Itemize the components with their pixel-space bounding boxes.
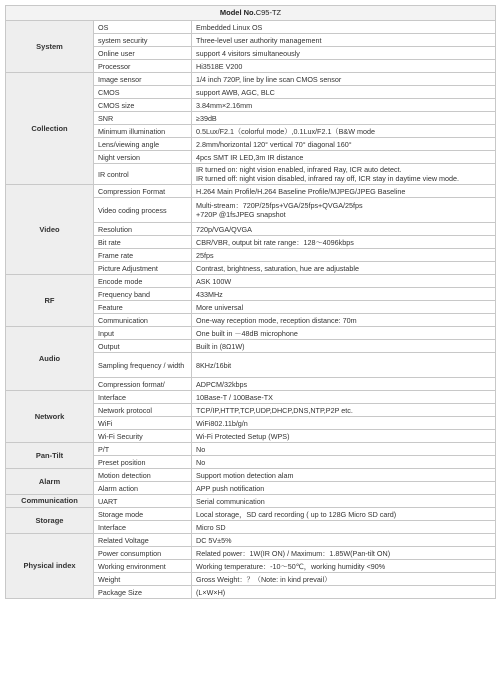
spec-value-line: More universal — [196, 302, 244, 312]
spec-value — [192, 340, 496, 353]
category-cell: Communication — [6, 495, 94, 508]
spec-value — [192, 99, 496, 112]
category-cell: Alarm — [6, 469, 94, 495]
spec-label: Picture Adjustment — [94, 262, 192, 275]
model-header-row — [6, 6, 496, 21]
spec-value-line: Support motion detection alam — [196, 470, 294, 480]
spec-value-line: Wi-Fi Protected Setup (WPS) — [196, 431, 290, 441]
spec-row — [6, 275, 496, 288]
spec-value-line: Serial communication — [196, 496, 265, 506]
spec-row — [6, 495, 496, 508]
spec-value-line: Three-level user authority management — [196, 35, 322, 45]
spec-value — [192, 456, 496, 469]
spec-label: CMOS — [94, 86, 192, 99]
spec-value — [192, 327, 496, 340]
model-number: C95-TZ — [255, 8, 282, 18]
spec-label: Image sensor — [94, 73, 192, 86]
spec-label: Wi-Fi Security — [94, 430, 192, 443]
spec-value-line: ≥39dB — [196, 113, 217, 123]
spec-value — [192, 47, 496, 60]
spec-value-line: +720P @1fsJPEG snapshot — [196, 210, 286, 219]
spec-value — [192, 314, 496, 327]
spec-value-line: 25fps — [196, 250, 214, 260]
spec-value — [192, 249, 496, 262]
spec-label: Related Voltage — [94, 534, 192, 547]
spec-label: Package Size — [94, 586, 192, 599]
category-cell: Storage — [6, 508, 94, 534]
spec-value-line: H.264 Main Profile/H.264 Baseline Profile/MJPEG/JPEG Baseline — [196, 186, 406, 196]
spec-value — [192, 430, 496, 443]
spec-value-line: Multi-stream：720P/25fps+VGA/25fps+QVGA/25fps — [196, 201, 363, 210]
spec-value-line: 4pcs SMT IR LED,3m IR distance — [196, 152, 304, 162]
category-cell: RF — [6, 275, 94, 327]
spec-row — [6, 185, 496, 198]
spec-value-line: Micro SD — [196, 522, 226, 532]
spec-value-line: Hi3518E V200 — [196, 61, 243, 71]
model-label: Model No. — [219, 8, 256, 18]
spec-value — [192, 21, 496, 34]
category-cell: Audio — [6, 327, 94, 391]
spec-label: Motion detection — [94, 469, 192, 482]
category-cell: System — [6, 21, 94, 73]
spec-value — [192, 508, 496, 521]
spec-row — [6, 469, 496, 482]
spec-value — [192, 112, 496, 125]
spec-value — [192, 73, 496, 86]
spec-value-line: TCP/IP,HTTP,TCP,UDP,DHCP,DNS,NTP,P2P etc. — [196, 405, 353, 415]
spec-label: Encode mode — [94, 275, 192, 288]
spec-value-line: 0.5Lux/F2.1（colorful mode）,0.1Lux/F2.1（B&W mode — [196, 126, 375, 136]
category-cell: Physical index — [6, 534, 94, 599]
spec-value-line: Built in (8Ω1W) — [196, 341, 245, 351]
spec-value — [192, 482, 496, 495]
spec-label: Online user — [94, 47, 192, 60]
spec-label: P/T — [94, 443, 192, 456]
spec-label: Frame rate — [94, 249, 192, 262]
spec-value-line: 10Base-T / 100Base-TX — [196, 392, 273, 402]
spec-value — [192, 353, 496, 378]
spec-value — [192, 138, 496, 151]
spec-label: Resolution — [94, 223, 192, 236]
spec-value — [192, 443, 496, 456]
spec-label: OS — [94, 21, 192, 34]
spec-value-line: WiFi802.11b/g/n — [196, 418, 248, 428]
spec-value-line: 8KHz/16bit — [196, 360, 232, 370]
spec-value-line: One-way reception mode, reception distance: 70m — [196, 315, 357, 325]
spec-value — [192, 547, 496, 560]
spec-value-line: support 4 visitors simultaneously — [196, 48, 300, 58]
spec-value-line: Embedded Linux OS — [196, 22, 263, 32]
spec-label: Feature — [94, 301, 192, 314]
spec-label: Weight — [94, 573, 192, 586]
spec-value-line: One built in －48dB microphone — [196, 328, 298, 338]
spec-label: Input — [94, 327, 192, 340]
spec-value-line: IR turned on: night vision enabled, infrared Ray, ICR auto detect. — [196, 165, 402, 174]
spec-label: Network protocol — [94, 404, 192, 417]
spec-label: Power consumption — [94, 547, 192, 560]
spec-value-line: 2.8mm/horizontal 120° vertical 70° diagonal 160° — [196, 139, 352, 149]
spec-value — [192, 495, 496, 508]
spec-label: Compression Format — [94, 185, 192, 198]
spec-row — [6, 327, 496, 340]
spec-value — [192, 404, 496, 417]
spec-value-line: Related power：1W(IR ON) / Maximum：1.85W(Pan-tilt ON) — [196, 548, 391, 558]
spec-value — [192, 560, 496, 573]
spec-label: Lens/viewing angle — [94, 138, 192, 151]
spec-value — [192, 391, 496, 404]
spec-label: UART — [94, 495, 192, 508]
spec-label: Interface — [94, 391, 192, 404]
spec-label: Minimum illumination — [94, 125, 192, 138]
spec-value — [192, 417, 496, 430]
spec-value-line: 1/4 inch 720P, line by line scan CMOS sensor — [196, 74, 342, 84]
spec-row — [6, 21, 496, 34]
spec-value-line: Working temperature：-10～50℃，working humidity <90% — [196, 561, 386, 571]
spec-label: Working environment — [94, 560, 192, 573]
spec-value-line: DC 5V±5% — [196, 535, 232, 545]
spec-label: Interface — [94, 521, 192, 534]
category-cell: Pan-Tilt — [6, 443, 94, 469]
spec-value — [192, 534, 496, 547]
spec-row — [6, 443, 496, 456]
spec-label: Communication — [94, 314, 192, 327]
spec-value-line: 433MHz — [196, 289, 223, 299]
spec-label: Output — [94, 340, 192, 353]
spec-value — [192, 586, 496, 599]
spec-value — [192, 521, 496, 534]
spec-value — [192, 60, 496, 73]
spec-label: Preset position — [94, 456, 192, 469]
spec-value — [192, 288, 496, 301]
spec-value-line: 3.84mm×2.16mm — [196, 100, 253, 110]
spec-label: CMOS size — [94, 99, 192, 112]
spec-value — [192, 86, 496, 99]
spec-label: Sampling frequency / width — [94, 353, 192, 378]
spec-label: IR control — [94, 164, 192, 185]
spec-value-line: APP push notification — [196, 483, 265, 493]
spec-row — [6, 534, 496, 547]
spec-label: SNR — [94, 112, 192, 125]
spec-label: Compression format/ — [94, 378, 192, 391]
spec-row — [6, 391, 496, 404]
spec-value — [192, 573, 496, 586]
spec-label: Alarm action — [94, 482, 192, 495]
spec-value-line: CBR/VBR, output bit rate range：128～4096kbps — [196, 237, 354, 247]
spec-value — [192, 469, 496, 482]
spec-value — [192, 125, 496, 138]
spec-label: Bit rate — [94, 236, 192, 249]
spec-value — [192, 164, 496, 185]
spec-value-line: No — [196, 457, 206, 467]
spec-value — [192, 185, 496, 198]
spec-label: Night version — [94, 151, 192, 164]
spec-label: Processor — [94, 60, 192, 73]
spec-label: Video coding process — [94, 198, 192, 223]
spec-value-line: Local storage，SD card recording ( up to 128G Micro SD card) — [196, 509, 397, 519]
spec-label: Storage mode — [94, 508, 192, 521]
spec-row — [6, 508, 496, 521]
spec-value — [192, 262, 496, 275]
spec-label: WiFi — [94, 417, 192, 430]
spec-value-line: 720p/VGA/QVGA — [196, 224, 252, 234]
spec-value-line: support AWB, AGC, BLC — [196, 87, 275, 97]
spec-value — [192, 223, 496, 236]
spec-value-line: No — [196, 444, 206, 454]
spec-value — [192, 236, 496, 249]
spec-value — [192, 378, 496, 391]
spec-value — [192, 34, 496, 47]
spec-body — [6, 21, 496, 599]
spec-row — [6, 73, 496, 86]
spec-table — [5, 5, 496, 599]
spec-label: Frequency band — [94, 288, 192, 301]
spec-value-line: (L×W×H) — [196, 587, 226, 597]
category-cell: Collection — [6, 73, 94, 185]
spec-value-line: IR turned off: night vision disabled, infrared ray off, ICR stay in daytime view mode. — [196, 174, 460, 183]
spec-label: system security — [94, 34, 192, 47]
category-cell: Video — [6, 185, 94, 275]
spec-value — [192, 275, 496, 288]
model-header — [6, 6, 496, 21]
spec-value — [192, 198, 496, 223]
spec-value-line: Contrast, brightness, saturation, hue are adjustable — [196, 263, 360, 273]
category-cell: Network — [6, 391, 94, 443]
spec-value-line: Gross Weight：？（Note: in kind prevail） — [196, 574, 332, 584]
spec-value-line: ASK 100W — [196, 276, 232, 286]
spec-value — [192, 151, 496, 164]
spec-value-line: ADPCM/32kbps — [196, 379, 248, 389]
spec-value — [192, 301, 496, 314]
